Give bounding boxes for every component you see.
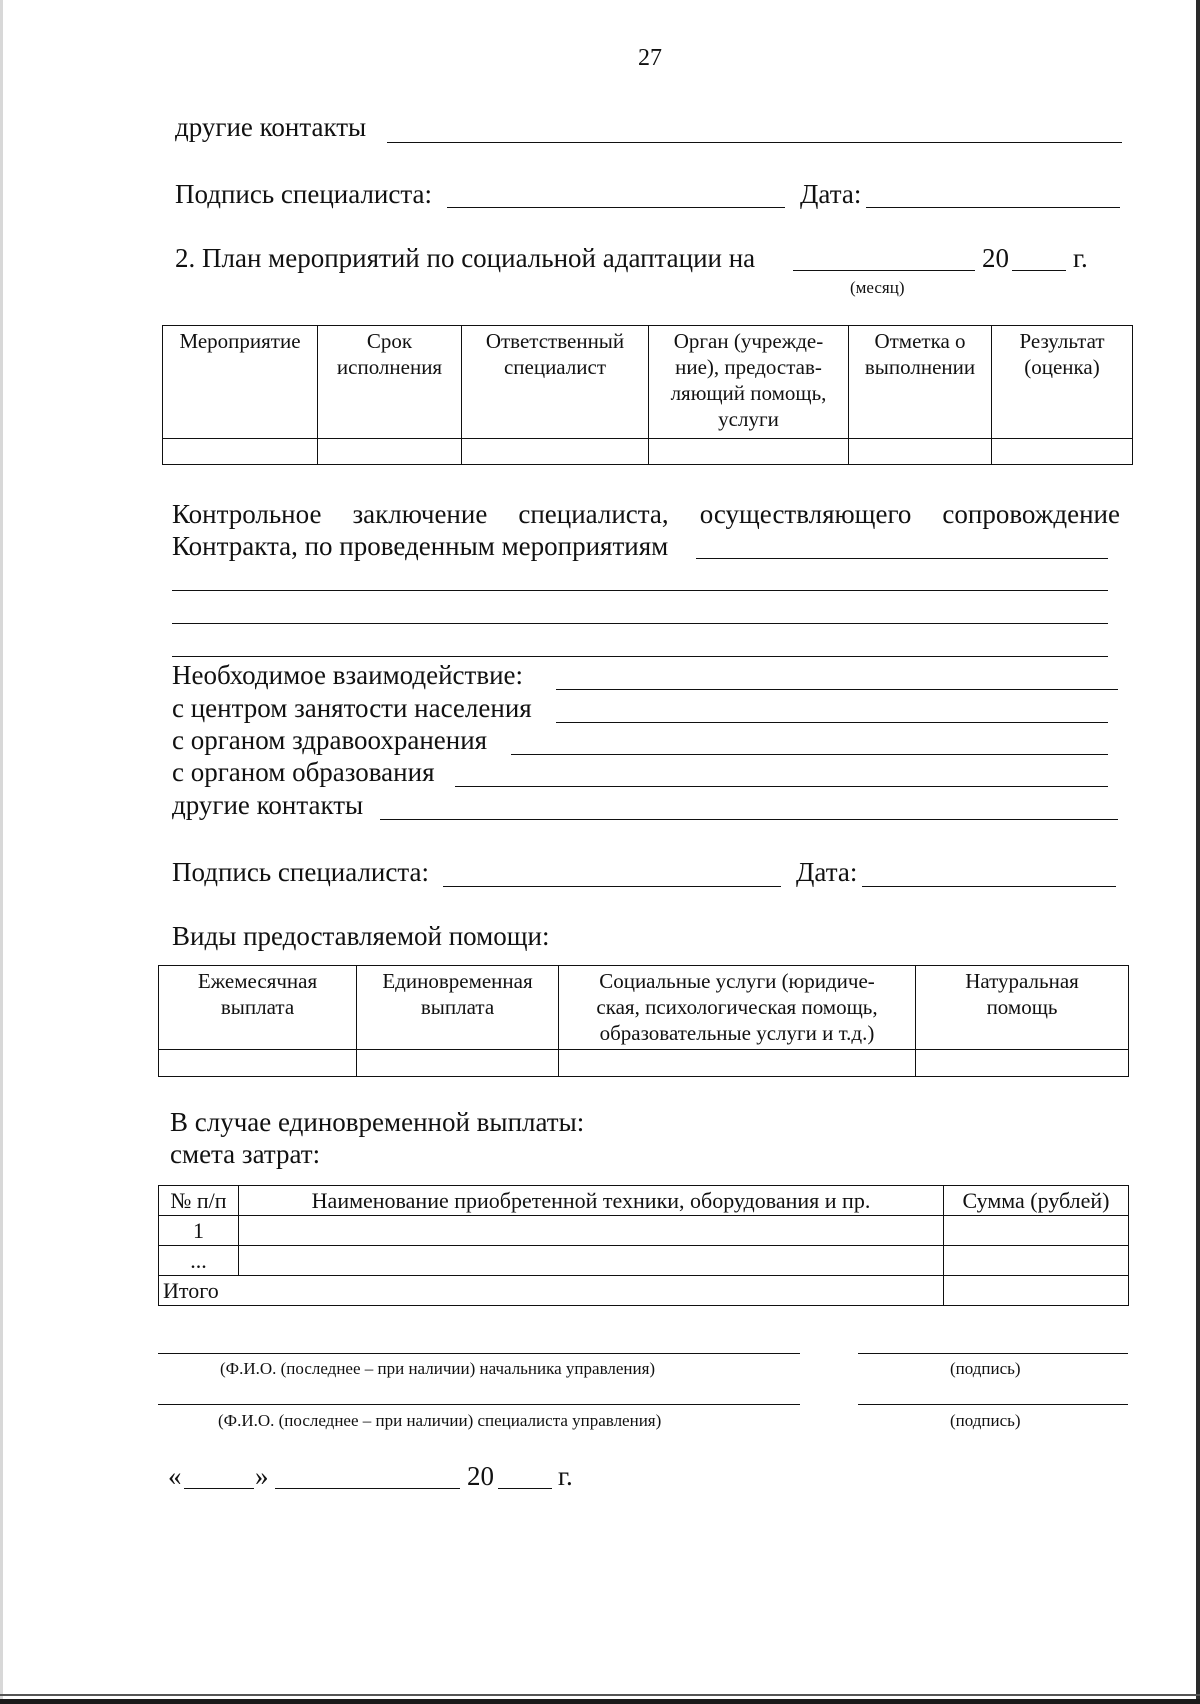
specialist-signature-line[interactable] xyxy=(447,207,785,208)
assistance-table xyxy=(158,965,1129,1077)
plan-header-responsible: Ответственный специалист xyxy=(462,326,649,439)
assistance-title: Виды предоставляемой помощи: xyxy=(172,921,550,951)
plan-table xyxy=(162,325,1133,465)
plan-header-organization: Орган (учрежде- ние), предостав- ляющий помощь, услуги xyxy=(649,326,849,439)
conclusion-line1: Контрольное заключение специалиста, осуществляющего сопровождение xyxy=(172,499,1120,529)
head-name-line[interactable] xyxy=(158,1353,800,1354)
cost-cell[interactable] xyxy=(239,1216,944,1246)
specialist-signature-line[interactable] xyxy=(858,1404,1128,1405)
interaction-employment-center: с центром занятости населения xyxy=(172,693,532,723)
plan-table-header-row xyxy=(163,326,1133,439)
cost-cell[interactable] xyxy=(944,1216,1129,1246)
date-year-prefix: 20 xyxy=(467,1461,494,1491)
specialist-signature-label: Подпись специалиста: xyxy=(175,179,432,209)
cost-total-row xyxy=(159,1276,1129,1306)
table-row xyxy=(159,1216,1129,1246)
date-close-quote: » xyxy=(255,1461,269,1491)
interaction-health: с органом здравоохранения xyxy=(172,725,488,755)
assistance-cell[interactable] xyxy=(159,1050,357,1077)
assistance-header-in-kind: Натуральная помощь xyxy=(916,966,1129,1050)
plan-year-line[interactable] xyxy=(1012,270,1066,271)
scan-edge-left xyxy=(0,0,3,1704)
interaction-line[interactable] xyxy=(556,689,1118,690)
plan-header-result: Результат (оценка) xyxy=(992,326,1133,439)
scan-edge-bottom xyxy=(0,1699,1200,1704)
other-contacts-label: другие контакты xyxy=(175,112,367,142)
table-row xyxy=(159,1246,1129,1276)
plan-cell[interactable] xyxy=(649,439,849,465)
conclusion-line[interactable] xyxy=(172,590,1108,591)
conclusion-line[interactable] xyxy=(172,656,1108,657)
cost-cell[interactable] xyxy=(944,1246,1129,1276)
month-caption: (месяц) xyxy=(850,278,905,297)
assistance-cell[interactable] xyxy=(916,1050,1129,1077)
head-signature-caption: (подпись) xyxy=(950,1359,1021,1378)
specialist-signature-caption: (подпись) xyxy=(950,1411,1021,1430)
date-open-quote: « xyxy=(168,1461,182,1491)
assistance-cell[interactable] xyxy=(559,1050,916,1077)
plan-header-completion: Отметка о выполнении xyxy=(849,326,992,439)
cost-estimate-title: смета затрат: xyxy=(170,1139,321,1169)
plan-year-prefix: 20 xyxy=(982,243,1009,273)
assistance-cell[interactable] xyxy=(357,1050,559,1077)
specialist-name-caption: (Ф.И.О. (последнее – при наличии) специалиста управления) xyxy=(218,1411,662,1430)
table-row xyxy=(159,1050,1129,1077)
conclusion-line2: Контракта, по проведенным мероприятиям xyxy=(172,531,669,561)
cost-header-row xyxy=(159,1186,1129,1216)
page-number: 27 xyxy=(638,45,662,71)
assistance-header-monthly: Ежемесячная выплата xyxy=(159,966,357,1050)
table-row xyxy=(163,439,1133,465)
conclusion-line[interactable] xyxy=(696,558,1108,559)
date-year-line[interactable] xyxy=(498,1488,552,1489)
assistance-header-row xyxy=(159,966,1129,1050)
cost-cell[interactable] xyxy=(239,1246,944,1276)
date-line[interactable] xyxy=(862,886,1116,887)
plan-cell[interactable] xyxy=(163,439,318,465)
scan-edge-bottom-line xyxy=(0,1694,1200,1696)
cost-total-label: Итого xyxy=(159,1276,944,1306)
plan-header-event: Мероприятие xyxy=(163,326,318,439)
date-label: Дата: xyxy=(800,179,862,209)
lump-sum-title: В случае единовременной выплаты: xyxy=(170,1107,585,1137)
cost-row-number: ... xyxy=(159,1246,239,1276)
date-month-line[interactable] xyxy=(275,1488,460,1489)
plan-cell[interactable] xyxy=(992,439,1133,465)
date-label: Дата: xyxy=(796,857,858,887)
other-contacts-line[interactable] xyxy=(387,142,1122,143)
plan-title: 2. План мероприятий по социальной адаптации на xyxy=(175,243,756,273)
cost-estimate-table xyxy=(158,1185,1129,1306)
plan-month-line[interactable] xyxy=(793,270,975,271)
interaction-line[interactable] xyxy=(455,786,1108,787)
interaction-education: с органом образования xyxy=(172,757,435,787)
interaction-other-contacts: другие контакты xyxy=(172,790,364,820)
plan-cell[interactable] xyxy=(318,439,462,465)
cost-header-sum: Сумма (рублей) xyxy=(944,1186,1129,1216)
cost-header-name: Наименование приобретенной техники, оборудования и пр. xyxy=(239,1186,944,1216)
interaction-title: Необходимое взаимодействие: xyxy=(172,660,524,690)
conclusion-line[interactable] xyxy=(172,623,1108,624)
specialist-signature-line[interactable] xyxy=(443,886,781,887)
assistance-header-lump-sum: Единовременная выплата xyxy=(357,966,559,1050)
assistance-header-social: Социальные услуги (юридиче- ская, психологическая помощь, образовательные услуги и т.д.) xyxy=(559,966,916,1050)
cost-header-number: № п/п xyxy=(159,1186,239,1216)
date-line[interactable] xyxy=(866,207,1120,208)
plan-header-deadline: Срок исполнения xyxy=(318,326,462,439)
specialist-signature-label: Подпись специалиста: xyxy=(172,857,429,887)
plan-cell[interactable] xyxy=(849,439,992,465)
cost-row-number: 1 xyxy=(159,1216,239,1246)
plan-year-suffix: г. xyxy=(1073,243,1088,273)
head-signature-line[interactable] xyxy=(858,1353,1128,1354)
plan-cell[interactable] xyxy=(462,439,649,465)
date-day-line[interactable] xyxy=(184,1488,254,1489)
head-name-caption: (Ф.И.О. (последнее – при наличии) начальника управления) xyxy=(220,1359,656,1378)
scan-edge-right xyxy=(1196,0,1200,1704)
interaction-line[interactable] xyxy=(556,722,1108,723)
cost-total-value[interactable] xyxy=(944,1276,1129,1306)
interaction-line[interactable] xyxy=(380,819,1118,820)
interaction-line[interactable] xyxy=(511,754,1108,755)
date-year-suffix: г. xyxy=(558,1461,573,1491)
specialist-name-line[interactable] xyxy=(158,1404,800,1405)
